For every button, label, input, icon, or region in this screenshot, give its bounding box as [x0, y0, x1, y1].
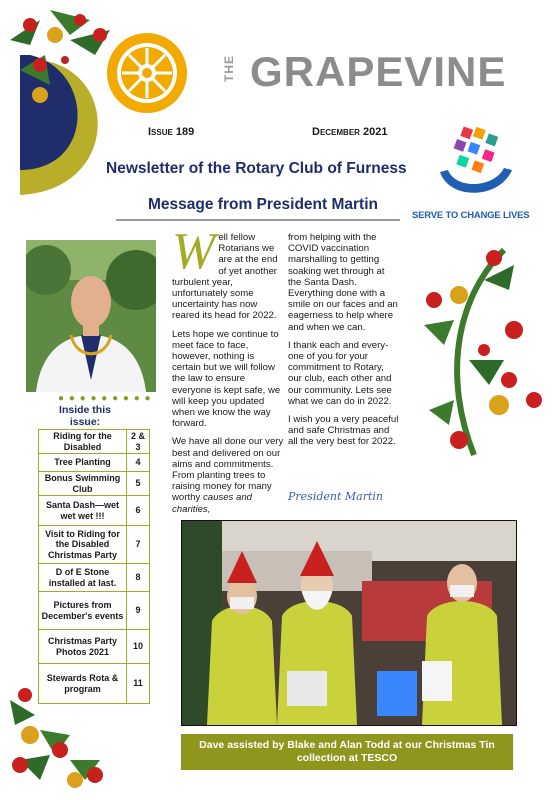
- toc-item: Pictures from December's events: [39, 592, 127, 630]
- article-paragraph-2: Lets hope we continue to meet face to face, however, nothing is certain but we will follow the law to ensure everyone is kept safe, we will keep you updated when we know the way forward.: [172, 328, 281, 430]
- toc-page: 8: [127, 564, 150, 592]
- article-paragraph-1: ell fellow Rotarians we are at the end of yet another turbulent year, unfortunately some uncertainty has now reared its head for 2022.: [172, 232, 278, 322]
- holly-decoration-bottom-left: [0, 680, 110, 790]
- toc-item: Stewards Rota & program: [39, 664, 127, 704]
- issue-date: December 2021: [312, 126, 388, 138]
- drop-cap: W: [172, 223, 216, 280]
- toc-page: 10: [127, 630, 150, 664]
- toc-row: [39, 592, 150, 630]
- article-column-2: [288, 232, 400, 455]
- toc-item: Bonus Swimming Club: [39, 472, 127, 496]
- article-paragraph-3-italic: causes and charities,: [172, 492, 253, 515]
- article-paragraph-4: from helping with the COVID vaccination marshalling to getting soaking wet through at the Santa Dash. Everything done with a smile on our faces and an eagerness to help where and when we can.: [288, 232, 398, 333]
- decorative-dots: ● ● ● ● ● ● ● ● ●: [58, 393, 152, 404]
- article-paragraph-6: I wish you a very peaceful and safe Christmas and all the very best for 2022.: [288, 414, 399, 448]
- toc-row: [39, 526, 150, 564]
- newsletter-subtitle: Newsletter of the Rotary Club of Furness: [106, 160, 407, 177]
- toc-row: [39, 630, 150, 664]
- headline-divider: [116, 219, 400, 221]
- toc-page: 6: [127, 496, 150, 526]
- signature: President Martin: [288, 490, 383, 503]
- toc-page: 2 & 3: [127, 430, 150, 454]
- serve-to-change-lives-logo: [434, 120, 516, 206]
- holly-decoration-top-left: [0, 0, 120, 115]
- toc-item: Christmas Party Photos 2021: [39, 630, 127, 664]
- toc-page: 9: [127, 592, 150, 630]
- toc-page: 11: [127, 664, 150, 704]
- toc-row: [39, 564, 150, 592]
- toc-row: [39, 472, 150, 496]
- photo-caption: Dave assisted by Blake and Alan Todd at our Christmas Tin collection at TESCO: [181, 734, 513, 770]
- motto: SERVE TO CHANGE LIVES: [412, 210, 530, 221]
- article-headline: Message from President Martin: [148, 196, 378, 213]
- toc-row: [39, 496, 150, 526]
- toc-row: [39, 430, 150, 454]
- article-paragraph-5: I thank each and every-one of you for your commitment to Rotary, our club, each other and our community. Lets see what we can do in 2022.: [288, 339, 392, 407]
- toc-item: Visit to Riding for the Disabled Christmas Party: [39, 526, 127, 564]
- tesco-collection-photo: [181, 520, 517, 726]
- masthead-title: GRAPEVINE: [250, 48, 507, 95]
- toc-table: [38, 429, 150, 704]
- toc-page: 5: [127, 472, 150, 496]
- toc-item: Riding for the Disabled: [39, 430, 127, 454]
- toc-item: D of E Stone installed at last.: [39, 564, 127, 592]
- toc-page: 4: [127, 454, 150, 472]
- toc-page: 7: [127, 526, 150, 564]
- masthead-prefix: THE: [222, 55, 236, 82]
- toc-item: Santa Dash—wet wet wet !!!: [39, 496, 127, 526]
- rotary-logo: [104, 30, 190, 116]
- president-photo: [26, 240, 156, 392]
- article-paragraph-3: We have all done our very best and delivered on our aims and commitments. From planting trees to raising money for many worthy: [172, 436, 284, 504]
- holly-decoration-right: [414, 240, 554, 460]
- toc-item: Tree Planting: [39, 454, 127, 472]
- toc-title: Inside this issue:: [59, 404, 111, 428]
- issue-number: Issue 189: [148, 126, 195, 138]
- article-column-1: [172, 223, 284, 522]
- toc-row: [39, 454, 150, 472]
